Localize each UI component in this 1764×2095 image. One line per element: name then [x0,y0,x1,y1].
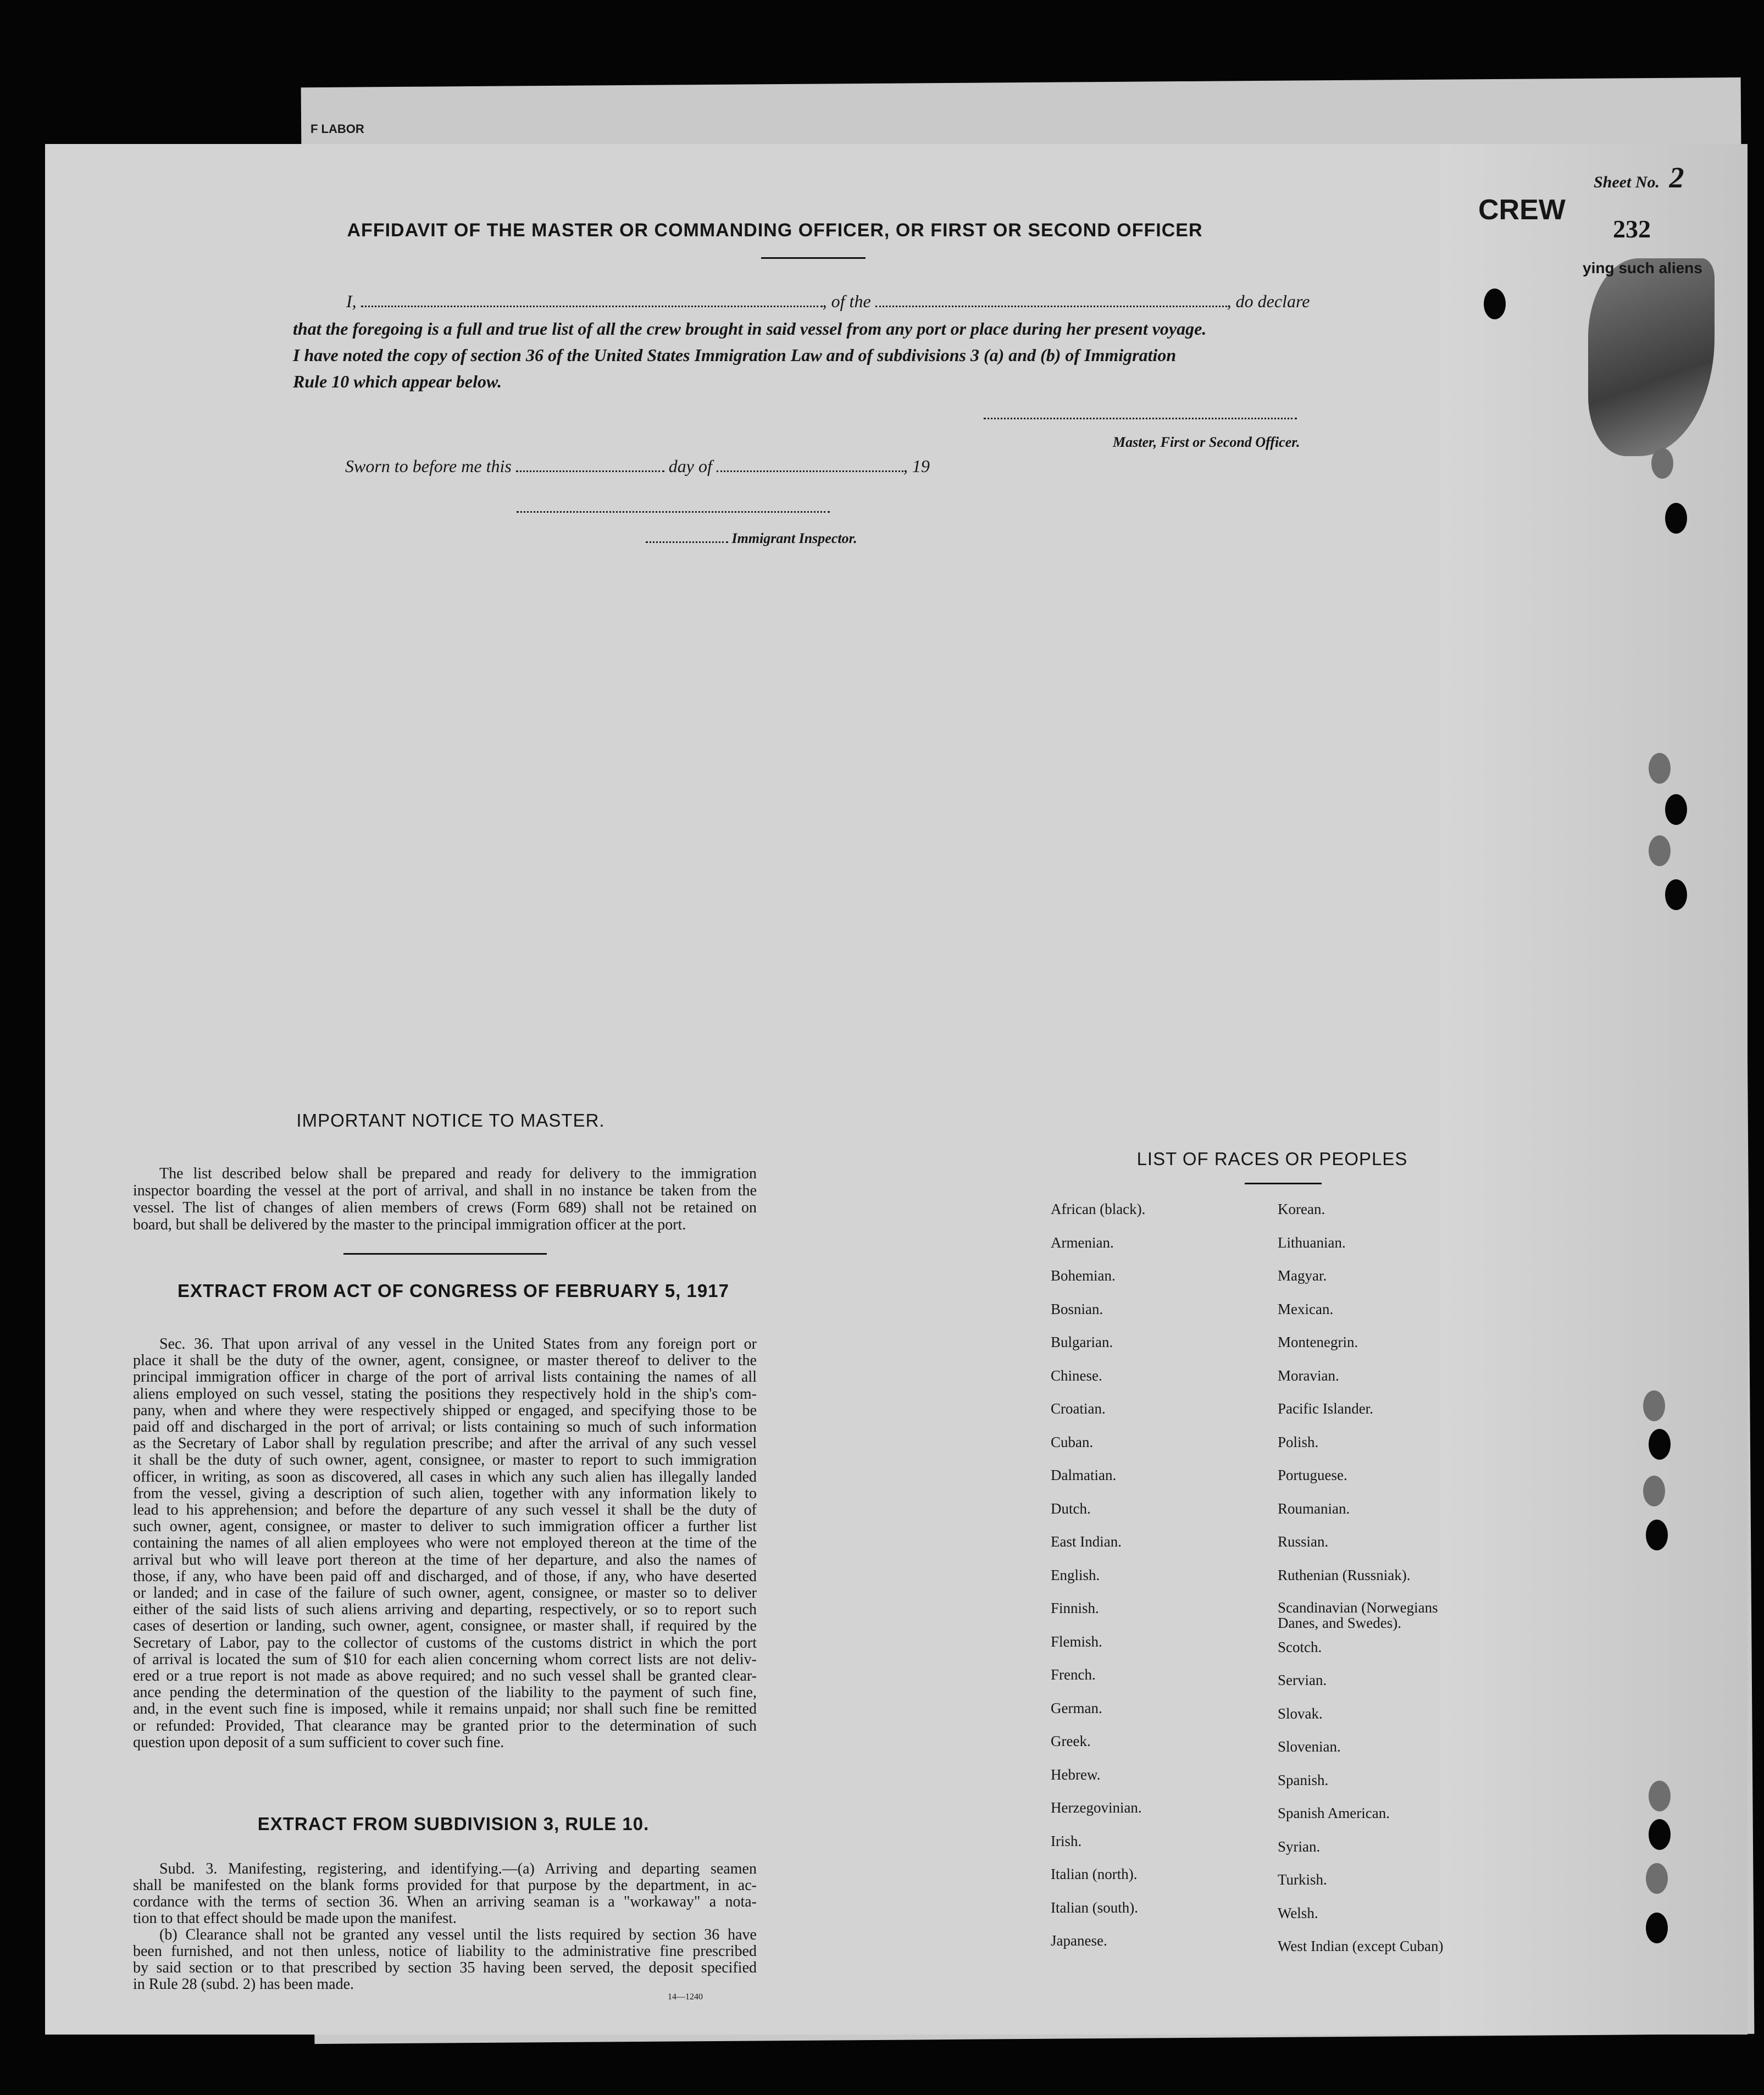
race-item: Croatian. [1051,1400,1106,1417]
aliens-fragment: ying such aliens [1583,259,1702,276]
rule-line: in Rule 28 (subd. 2) has been made. [133,1976,354,1993]
race-item: French. [1051,1666,1096,1683]
inspector-signature-field[interactable] [517,511,830,513]
race-item: Herzegovinian. [1051,1799,1142,1816]
race-item: Moravian. [1278,1367,1339,1384]
race-item: Magyar. [1278,1267,1327,1284]
act-line: of arrival is located the sum of $10 for each alien concerning whom correct lists are not deliv- [133,1650,757,1668]
sworn-label: Sworn to before me this [345,456,512,476]
affidavit-rule [761,257,866,259]
inspector-line [646,530,857,547]
act-line: place it shall be the duty of the owner, agent, consignee, or master thereof to deliver to the [133,1352,757,1370]
dept-fragment: F LABOR [310,122,364,136]
notice-line: vessel. The list of changes of alien members of crews (Form 689) shall not be retained on [133,1199,757,1216]
sworn-line [345,456,930,476]
form-number: 14—1240 [668,1992,703,2002]
punch-hole [1646,1913,1668,1943]
race-item: Dutch. [1051,1500,1091,1517]
punch-hole [1484,289,1506,319]
notice-rule [343,1253,547,1255]
notice-title: IMPORTANT NOTICE TO MASTER. [296,1110,605,1130]
act-line: Sec. 36. That upon arrival of any vessel in the United States from any foreign port or [159,1335,757,1353]
punch-hole [1649,835,1671,866]
race-item: Bosnian. [1051,1300,1103,1317]
race-item: Bulgarian. [1051,1334,1113,1350]
race-item: Bohemian. [1051,1267,1116,1284]
sheet-no-label: Sheet No. [1594,173,1660,191]
punch-hole [1643,1390,1665,1421]
race-item: Dalmatian. [1051,1467,1117,1483]
notice-line: inspector boarding the vessel at the port of arrival, and shall in no instance be taken from the [133,1182,757,1199]
punch-hole [1646,1520,1668,1550]
act-line: officer, in writing, as soon as discovered, all cases in which any such alien has illegally landed [133,1468,757,1486]
act-line: aliens employed on such vessel, stating the positions they respectively hold in the ship's com- [133,1385,757,1403]
race-item: Irish. [1051,1832,1082,1849]
year-label: , 19 [903,456,930,476]
race-item: Spanish. [1278,1771,1329,1788]
race-item: Slovenian. [1278,1738,1341,1755]
race-item: Pacific Islander. [1278,1400,1373,1417]
punch-hole [1643,1476,1665,1506]
rule-line: tion to that effect should be made upon the manifest. [133,1910,457,1927]
race-item: East Indian. [1051,1533,1122,1550]
affidavit-line-3: Rule 10 which appear below. [293,372,502,391]
race-item: Welsh. [1278,1904,1318,1921]
act-line: or refunded: Provided, That clearance may be granted prior to the determination of such [133,1717,757,1734]
crew-fragment: CREW [1478,194,1566,226]
race-item: Chinese. [1051,1367,1102,1384]
race-item: Portuguese. [1278,1467,1347,1483]
rule-line: Subd. 3. Manifesting, registering, and identifying.—(a) Arriving and departing seamen [159,1860,757,1877]
act-line: Secretary of Labor, pay to the collector of customs of the customs district in which the port [133,1634,757,1651]
sworn-day-field[interactable] [516,470,664,472]
punch-hole [1665,503,1687,534]
notice-line: The list described below shall be prepared and ready for delivery to the immigration [159,1165,757,1182]
act-line: principal immigration officer in charge of the port of arrival lists containing the names of all [133,1368,757,1386]
act-line: such owner, agent, consignee, or master to deliver to such immigration officer a further list [133,1518,757,1536]
affidavit-title: AFFIDAVIT OF THE MASTER OR COMMANDING OFFICER, OR FIRST OR SECOND OFFICER [347,220,1203,241]
act-line: containing the names of all alien employees who were not employed thereon at the time of the [133,1534,757,1552]
race-item: Japanese. [1051,1932,1107,1949]
punch-hole [1649,1429,1671,1460]
act-line: from the vessel, giving a description of such alien, together with any information likely to [133,1484,757,1502]
punch-hole [1646,1863,1668,1894]
race-item: Turkish. [1278,1871,1327,1888]
act-line: as the Secretary of Labor shall by regulation prescribe; and after the arrival of any such vessel [133,1435,757,1453]
act-line: ance pending the determination of the question of the liability to the payment of such fine, [133,1684,757,1702]
race-item: Italian (north). [1051,1866,1138,1882]
notice-line: board, but shall be delivered by the master to the principal immigration officer at the port. [133,1216,686,1233]
sheet-label [1594,160,1684,195]
act-line: question upon deposit of a sum sufficient to cover such fine. [133,1733,504,1751]
act-line: or landed; and in case of the failure of such owner, agent, consignee, or master so to deliver [133,1584,757,1601]
act-line: ered or a true report is not made as above required; and no such vessel shall be granted clear- [133,1667,757,1684]
race-item: Servian. [1278,1672,1327,1688]
punch-hole [1665,794,1687,825]
act-line: it shall be the duty of such owner, agent, consignee, or master to report to such immigration [133,1451,757,1469]
race-item: Ruthenian (Russniak). [1278,1566,1411,1583]
rule-line: (b) Clearance shall not be granted any vessel until the lists required by section 36 have [159,1926,757,1943]
race-item: Slovak. [1278,1705,1323,1722]
act-line: lead to his apprehension; and before the departure of any such vessel it shall be the duty of [133,1501,757,1518]
affidavit-line-2: I have noted the copy of section 36 of the United States Immigration Law and of subdivisions 3 (a) and (b) of Immigration [293,345,1177,365]
sworn-month-field[interactable] [717,470,903,472]
inspector-name-field[interactable] [646,541,728,543]
of-the-label: , of the [822,291,871,311]
page-number: 232 [1613,215,1651,243]
race-item: Scotch. [1278,1638,1322,1655]
day-of-label: day of [668,456,712,476]
affidavit-declare-line [346,291,1335,312]
race-item: African (black). [1051,1201,1146,1217]
race-item: Roumanian. [1278,1500,1350,1517]
act-line: cases of desertion or landing, such owner, agent, consignee, or master shall, if required by the [133,1617,757,1635]
race-item: Hebrew. [1051,1766,1101,1783]
race-item: West Indian (except Cuban) [1278,1938,1444,1954]
race-item: Scandinavian (Norwegians Danes, and Swedes). [1278,1599,1438,1631]
race-item: Syrian. [1278,1838,1321,1855]
race-item: Montenegrin. [1278,1334,1358,1350]
rule-line: been furnished, and not then unless, notice of liability to the administrative fine prescribed [133,1943,757,1960]
races-rule [1245,1183,1322,1184]
inspector-label: Immigrant Inspector. [731,530,857,546]
race-item: Mexican. [1278,1300,1334,1317]
race-item: Cuban. [1051,1433,1094,1450]
race-item: Armenian. [1051,1234,1114,1251]
vessel-field[interactable] [875,306,1227,307]
rule-line: by said section or to that prescribed by section 35 having been served, the deposit specified [133,1959,757,1976]
race-item: Russian. [1278,1533,1329,1550]
race-item: Finnish. [1051,1600,1099,1616]
act-line: pany, when and where they were respectively shipped or engaged, and specifying those to be [133,1401,757,1419]
punch-hole [1649,1781,1671,1811]
race-item: English. [1051,1566,1100,1583]
punch-hole [1649,753,1671,784]
declare-label: , do declare [1227,291,1310,311]
race-item: Greek. [1051,1733,1091,1749]
act-line: those, if any, who have been paid off and discharged, and of those, if any, who have deserted [133,1567,757,1585]
affidavit-line-1: that the foregoing is a full and true list of all the crew brought in said vessel from any port or place during her present voyage. [293,319,1207,339]
race-item: Spanish American. [1278,1805,1390,1821]
i-label: I, [346,291,357,311]
races-title: LIST OF RACES OR PEOPLES [1136,1149,1408,1169]
master-label: Master, First or Second Officer. [1113,434,1300,450]
punch-hole [1665,879,1687,910]
act-line: either of the said lists of such aliens arriving and departing, respectively, or so to report such [133,1601,757,1619]
act-line: arrival but who will leave port thereon at the time of her departure, and also the names of [133,1551,757,1569]
race-item: Flemish. [1051,1633,1102,1650]
extract-rule-title: EXTRACT FROM SUBDIVISION 3, RULE 10. [257,1814,650,1834]
name-field[interactable] [361,306,823,307]
race-item: German. [1051,1699,1102,1716]
race-item: Lithuanian. [1278,1234,1346,1251]
master-signature-field[interactable] [984,418,1297,419]
rule-line: cordance with the terms of section 36. When an arriving seaman is a "workaway" a nota- [133,1893,757,1910]
rule-line: shall be manifested on the blank forms provided for that purpose by the department, in ac- [133,1877,757,1894]
extract-act-title: EXTRACT FROM ACT OF CONGRESS OF FEBRUARY 5, 1917 [177,1281,729,1301]
sheet-number: 2 [1669,161,1684,194]
punch-hole [1651,448,1673,479]
act-line: paid off and discharged in the port of arrival; or lists containing so much of such information [133,1418,757,1436]
race-item: Polish. [1278,1433,1319,1450]
race-item: Korean. [1278,1201,1325,1217]
punch-hole [1649,1819,1671,1850]
race-item: Italian (south). [1051,1899,1138,1916]
act-line: and, in the event such fine is imposed, while it remains unpaid; nor shall such fine be remitted [133,1700,757,1718]
